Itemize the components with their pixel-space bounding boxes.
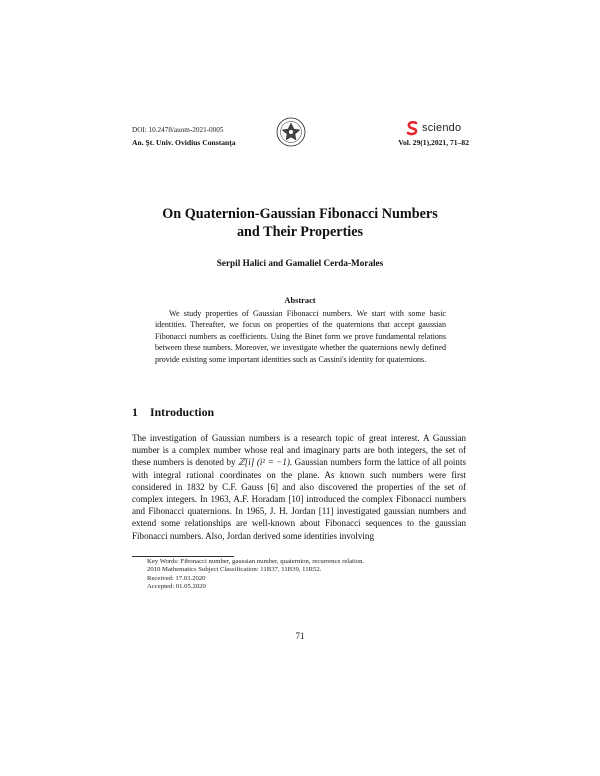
intro-text-part-2: Gaussian numbers form the lattice of all points with integral rational coordinates on the plane. As known such numbers were first considered in 1832 by C.F. Gauss [6] and also discovered the properties of the set of complex integers. In 1963, A.F. Horadam [10] introduced the complex Fibonacci numbers and Fibonacci quaternions. In 1965, J. H. Jordan [11] investigated gaussian numbers and extend some relationships are well-known about Fibonacci sequences to the gaussian Fibonacci numbers. Also, Jordan derived some identities involving (132, 457, 466, 541)
journal-name: An. Şt. Univ. Ovidius Constanţa (132, 138, 236, 147)
paper-title (0, 205, 600, 241)
msc-classification: 2010 Mathematics Subject Classification: 11B37, 11B39, 11R52. (147, 566, 322, 574)
gaussian-integers-symbol: ℤ[i] (238, 457, 255, 468)
section-number: 1 (132, 405, 138, 419)
intro-text-part-1: The investigation of Gaussian numbers is a research topic of great interest. A Gaussian number is a complex number whose real and imaginary parts are both integers, the set of these numbers is denoted by (132, 433, 466, 468)
publisher-logo (406, 119, 461, 137)
page-number: 71 (295, 631, 305, 641)
section-title: Introduction (150, 405, 215, 419)
title-line-1: On Quaternion-Gaussian Fibonacci Numbers (162, 206, 438, 222)
sciendo-logo-icon (406, 121, 419, 136)
doi-line: DOI: 10.2478/auom-2021-0005 (132, 126, 224, 134)
abstract-heading: Abstract (284, 296, 316, 305)
received-date: Received: 17.03.2020 (147, 574, 206, 582)
footnote (147, 558, 364, 592)
title-line-2: and Their Properties (236, 224, 364, 240)
abstract-text: We study properties of Gaussian Fibonacci numbers. We start with some basic identities. Thereafter, we focus on properties of the quaternions that accept gaussian Fibonacci numbers as coefficients. Using the Binet form we prove fundamental relations between these numbers. Moreover, we investigate whether the quaternions newly defined provide existing some important identities such as Cassini's identity for quaternions. (155, 309, 446, 364)
keywords: Key Words: Fibonacci number, gaussian number, quaternion, recurrence relation. (147, 558, 365, 565)
publisher-name: sciendo (422, 122, 462, 134)
footnote-rule (132, 556, 234, 557)
university-seal-icon (276, 117, 306, 147)
section-heading (132, 405, 214, 420)
accepted-date: Accepted: 01.05.2020 (147, 583, 206, 591)
authors: Serpil Halici and Gamaliel Cerda-Morales (216, 258, 384, 268)
imaginary-unit-note: (i² = −1). (256, 457, 293, 468)
volume-info: Vol. 29(1),2021, 71–82 (398, 138, 469, 147)
introduction-paragraph (132, 432, 466, 542)
